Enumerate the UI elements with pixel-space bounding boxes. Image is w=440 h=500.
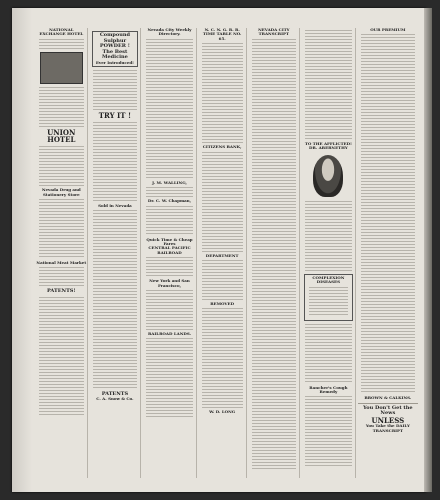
ad-line-4: Ever Introduced! bbox=[95, 59, 134, 65]
text-block bbox=[146, 187, 193, 197]
directory-heading: Nevada City Weekly Directory. bbox=[147, 28, 192, 37]
text-block bbox=[93, 70, 138, 110]
text-block bbox=[146, 290, 193, 330]
ad-line-1: Compound Sulphur bbox=[99, 32, 131, 44]
patents-footer-sub: C. A. Snow & Co. bbox=[96, 396, 134, 402]
text-block bbox=[202, 308, 243, 408]
railroad-heading: N. C. N. G. R. R. bbox=[204, 28, 240, 32]
afflicted-heading: TO THE AFFLICTED! bbox=[304, 141, 352, 146]
text-block bbox=[305, 30, 352, 140]
cough-remedy-heading: Rancher's Cough Remedy bbox=[309, 384, 348, 394]
text-block bbox=[202, 152, 243, 252]
promo-line-1: You Don't Get the News bbox=[363, 404, 413, 417]
union-hotel-heading: UNION HOTEL bbox=[47, 127, 76, 145]
sulphur-ad bbox=[92, 31, 139, 67]
promo-line-2: UNLESS bbox=[371, 415, 405, 425]
text-block bbox=[202, 43, 243, 143]
text-block bbox=[252, 39, 297, 469]
promo-line-3: You Take the DAILY TRANSCRIPT bbox=[365, 423, 410, 433]
name-walling: J. M. WALLING, bbox=[152, 179, 187, 185]
text-block bbox=[146, 39, 193, 179]
text-block bbox=[39, 297, 84, 417]
text-block bbox=[93, 122, 138, 202]
text-block bbox=[202, 260, 243, 300]
column-5 bbox=[249, 28, 301, 478]
brown-calkins-heading: BROWN & CALKINS. bbox=[364, 395, 412, 401]
text-block bbox=[39, 146, 84, 186]
new-york-ad: New York and San Francisco, bbox=[149, 278, 190, 288]
newspaper-sheet bbox=[36, 20, 418, 478]
text-block bbox=[39, 199, 84, 259]
column-7 bbox=[358, 28, 418, 478]
page-right-edge bbox=[424, 8, 432, 492]
abernethy-heading: DR. ABERNETHY bbox=[309, 145, 348, 151]
patents-footer: PATENTS bbox=[101, 390, 129, 397]
transcript-heading: NEVADA CITY TRANSCRIPT bbox=[258, 28, 290, 37]
complexion-heading: COMPLEXION DISEASES bbox=[312, 274, 345, 285]
premium-heading: OUR PREMIUM bbox=[370, 28, 406, 32]
long-heading: W. D. LONG bbox=[209, 409, 236, 415]
quick-time-ad: Quick Time & Cheap Fares bbox=[146, 236, 193, 246]
columns bbox=[36, 28, 418, 478]
text-block bbox=[39, 39, 84, 49]
hotel-heading: NATIONAL EXCHANGE HOTEL bbox=[39, 28, 84, 37]
ad-line-3: The Best Medicine bbox=[101, 48, 128, 60]
drug-store-heading: Nevada Drug and Stationery Store bbox=[41, 187, 81, 197]
department-heading: DEPARTMENT bbox=[205, 252, 239, 258]
meat-market-heading: National Meat Market bbox=[36, 259, 87, 265]
complexion-ad bbox=[304, 274, 353, 321]
column-2 bbox=[90, 28, 142, 478]
text-block bbox=[305, 324, 352, 384]
text-block bbox=[93, 210, 138, 390]
text-block bbox=[309, 287, 348, 317]
timetable-heading: TIME TABLE NO. 65. bbox=[202, 31, 242, 41]
column-4 bbox=[199, 28, 247, 478]
removed-heading: REMOVED bbox=[210, 300, 235, 306]
text-block bbox=[361, 34, 415, 394]
patents-heading: PATENTS! bbox=[46, 288, 76, 295]
portrait-engraving bbox=[313, 155, 343, 197]
central-pacific-ad: CENTRAL PACIFIC RAILROAD bbox=[148, 245, 191, 255]
text-block bbox=[146, 206, 193, 236]
column-3 bbox=[143, 28, 197, 478]
try-it-heading: TRY IT ! bbox=[98, 110, 132, 120]
name-chapman: Dr. C. W. Chapman, bbox=[147, 198, 192, 204]
column-1 bbox=[36, 28, 88, 478]
text-block bbox=[146, 338, 193, 418]
hotel-engraving bbox=[40, 52, 83, 84]
bank-heading: CITIZENS BANK, bbox=[202, 144, 242, 150]
text-block bbox=[39, 267, 84, 287]
sold-heading: Sold in Nevada bbox=[98, 202, 132, 208]
railroad-lands-ad: RAILROAD LANDS. bbox=[147, 330, 192, 336]
column-6 bbox=[302, 28, 356, 478]
text-block bbox=[146, 257, 193, 277]
text-block bbox=[305, 396, 352, 466]
divider bbox=[358, 403, 418, 404]
binding-edge bbox=[12, 8, 32, 492]
text-block bbox=[305, 201, 352, 271]
text-block bbox=[39, 87, 84, 127]
top-rule bbox=[36, 20, 418, 26]
ad-line-2: POWDER ! bbox=[99, 43, 130, 49]
